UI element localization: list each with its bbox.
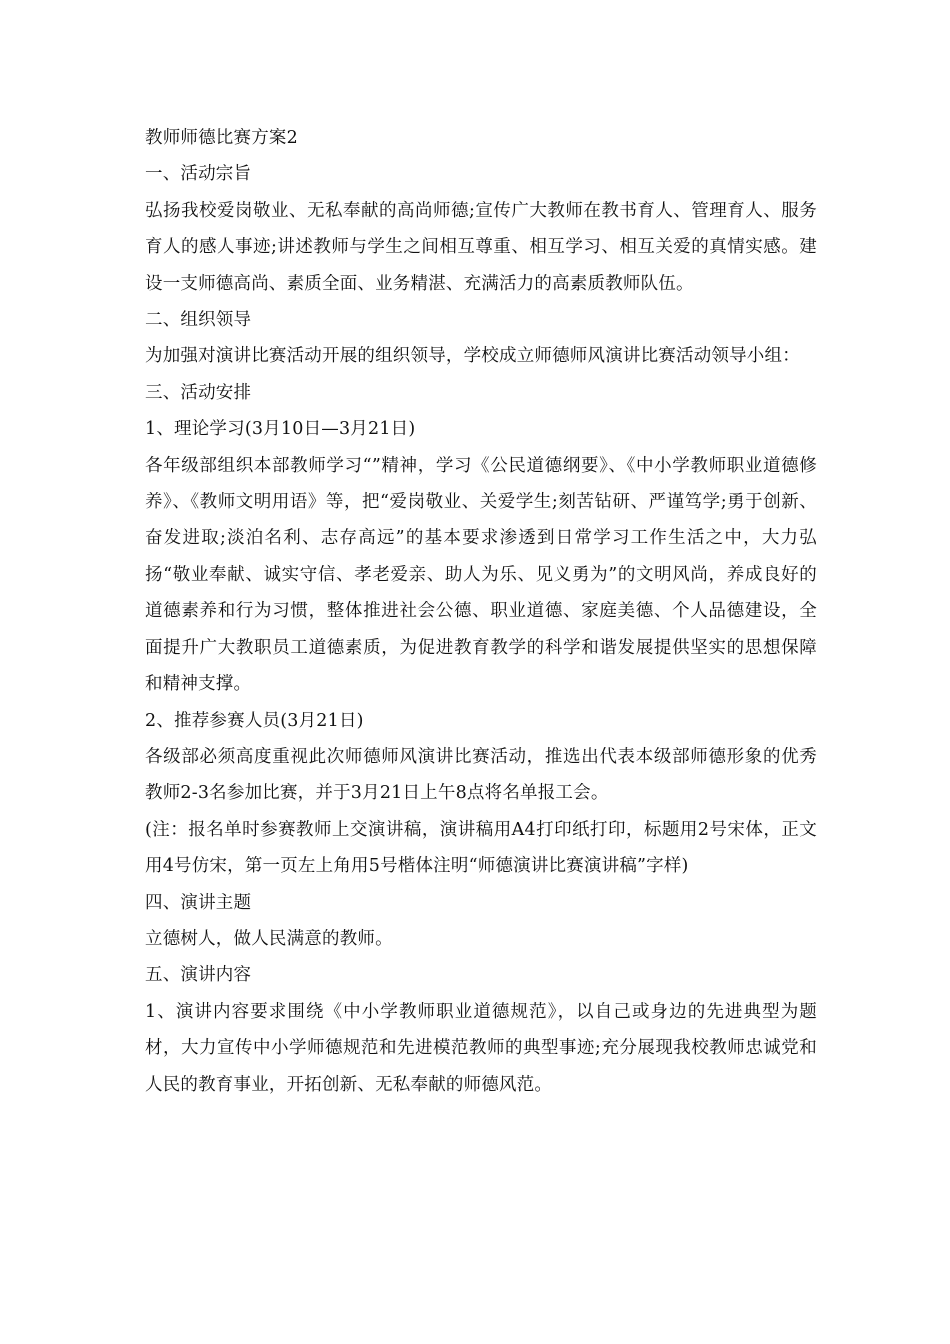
- subheading-recommend: 2、推荐参赛人员(3月21日): [145, 710, 364, 731]
- paragraph-purpose: 弘扬我校爱岗敬业、无私奉献的高尚师德;宣传广大教师在教书育人、管理育人、服务育人的感人事迹;讲述教师与学生之间相互尊重、相互学习、相互关爱的真情实感。建设一支师德高尚、素质全面、业务精湛、充满活力的高素质教师队伍。: [145, 200, 817, 294]
- section-heading-purpose: 一、活动宗旨: [145, 164, 252, 185]
- paragraph-note: (注：报名单时参赛教师上交演讲稿，演讲稿用A4打印纸打印，标题用2号宋体，正文用4号仿宋，第一页左上角用5号楷体注明“师德演讲比赛演讲稿”字样): [145, 819, 817, 877]
- document-title: 教师师德比赛方案2: [145, 128, 298, 148]
- paragraph-organization: 为加强对演讲比赛活动开展的组织领导，学校成立师德师风演讲比赛活动领导小组：: [145, 346, 800, 367]
- document-body: [145, 120, 817, 1103]
- section-heading-theme: 四、演讲主题: [145, 892, 252, 913]
- section-heading-content: 五、演讲内容: [145, 965, 252, 986]
- paragraph-content: 1、演讲内容要求围绕《中小学教师职业道德规范》，以自己或身边的先进典型为题材，大力宣传中小学师德规范和先进模范教师的典型事迹;充分展现我校教师忠诚党和人民的教育事业，开拓创新、无私奉献的师德风范。: [145, 1001, 817, 1095]
- paragraph-theme: 立德树人，做人民满意的教师。: [145, 928, 393, 949]
- subheading-theory-study: 1、理论学习(3月10日—3月21日): [145, 419, 416, 440]
- section-heading-organization: 二、组织领导: [145, 310, 252, 331]
- paragraph-theory-study: 各年级部组织本部教师学习“”精神，学习《公民道德纲要》、《中小学教师职业道德修养》、《教师文明用语》等，把“爱岗敬业、关爱学生;刻苦钻研、严谨笃学;勇于创新、奋发进取;淡泊名利、志存高远”的基本要求渗透到日常学习工作生活之中，大力弘扬“敬业奉献、诚实守信、孝老爱亲、助人为乐、见义勇为”的文明风尚，养成良好的道德素养和行为习惯，整体推进社会公德、职业道德、家庭美德、个人品德建设，全面提升广大教职员工道德素质，为促进教育教学的科学和谐发展提供坚实的思想保障和精神支撑。: [145, 455, 817, 695]
- paragraph-recommend: 各级部必须高度重视此次师德师风演讲比赛活动，推选出代表本级部师德形象的优秀教师2-3名参加比赛，并于3月21日上午8点将名单报工会。: [145, 746, 817, 804]
- section-heading-arrangement: 三、活动安排: [145, 382, 252, 403]
